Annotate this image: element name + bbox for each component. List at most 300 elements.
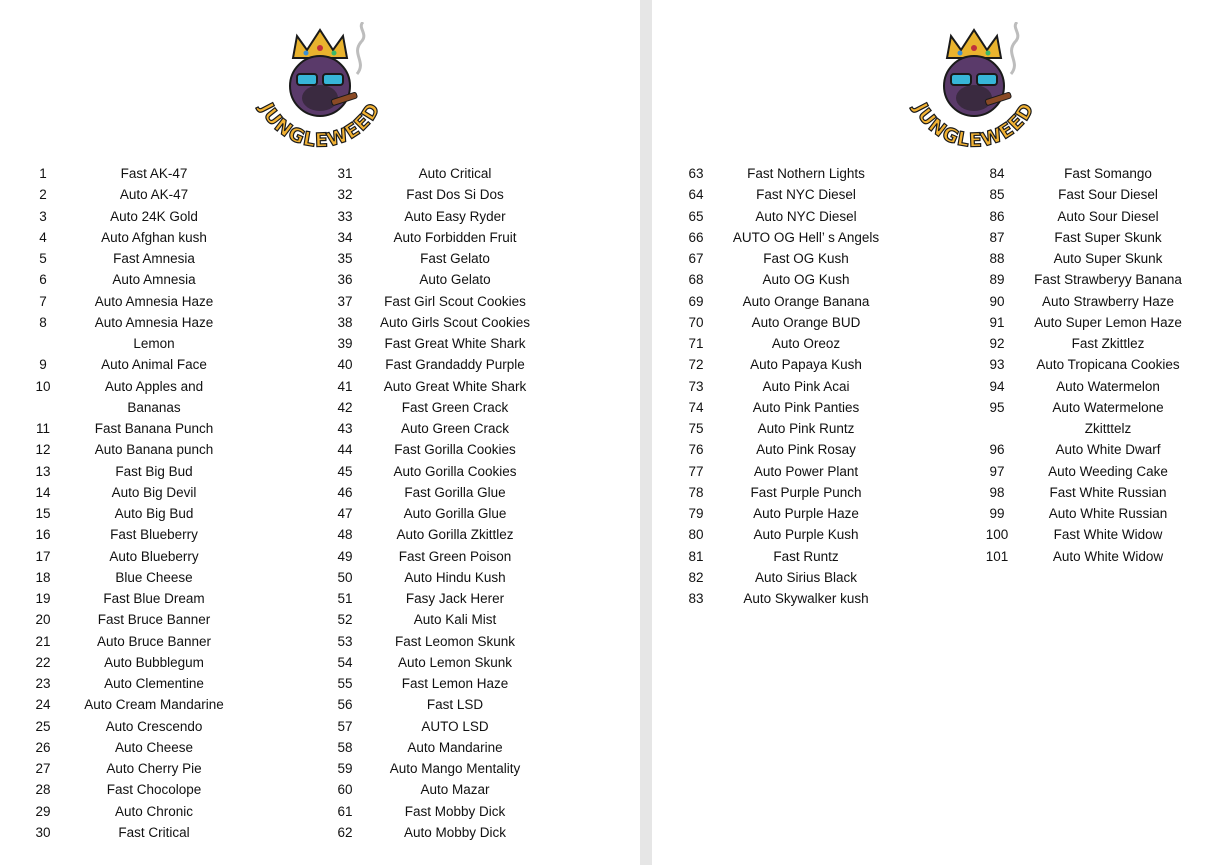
strain-number: 34 bbox=[337, 229, 353, 245]
strain-number: 32 bbox=[337, 187, 353, 203]
strain-number: 101 bbox=[985, 548, 1009, 564]
strain-number: 100 bbox=[985, 527, 1009, 543]
strain-number: 43 bbox=[337, 421, 353, 436]
strain-name: Auto Purple Kush bbox=[753, 527, 859, 543]
strain-number: 37 bbox=[337, 293, 353, 309]
strain-number: 18 bbox=[35, 569, 51, 585]
strain-number: 89 bbox=[989, 272, 1005, 288]
strain-row bbox=[681, 333, 882, 354]
strain-row bbox=[330, 694, 535, 715]
strain-number: 39 bbox=[337, 336, 353, 351]
strain-number: 35 bbox=[337, 251, 353, 266]
strain-row bbox=[28, 206, 228, 227]
strain-name: Fast Mobby Dick bbox=[404, 803, 506, 819]
strain-number: 29 bbox=[35, 803, 51, 819]
strain-number: 45 bbox=[337, 463, 353, 479]
strain-number: 38 bbox=[337, 314, 353, 330]
strain-name: Auto Cream Mandarine bbox=[84, 697, 224, 713]
strain-row bbox=[28, 716, 228, 737]
strain-row bbox=[330, 312, 535, 333]
strain-name: Auto Mazar bbox=[420, 782, 490, 798]
strain-row bbox=[330, 333, 535, 354]
strain-number: 99 bbox=[989, 506, 1005, 521]
jungleweed-logo bbox=[245, 22, 395, 162]
strain-row bbox=[982, 397, 1186, 418]
strain-row bbox=[330, 779, 535, 800]
strain-number: 80 bbox=[688, 527, 704, 543]
strain-number: 30 bbox=[35, 824, 51, 840]
strain-name: Auto OG Kush bbox=[762, 272, 850, 288]
strain-row bbox=[28, 376, 228, 397]
strain-number: 26 bbox=[35, 739, 51, 755]
strain-row bbox=[982, 418, 1186, 439]
strain-name: Auto Bubblegum bbox=[104, 654, 204, 670]
strain-number: 9 bbox=[39, 357, 47, 373]
strain-number: 93 bbox=[989, 357, 1005, 373]
strain-row bbox=[681, 291, 882, 312]
strain-number: 71 bbox=[688, 336, 704, 351]
strain-name: Blue Cheese bbox=[115, 569, 193, 585]
strain-name: AUTO OG Hell’ s Angels bbox=[732, 229, 880, 245]
strain-row bbox=[982, 482, 1186, 503]
strain-row bbox=[330, 269, 535, 290]
strain-row bbox=[330, 503, 535, 524]
strain-name: Auto Apples and bbox=[104, 378, 204, 394]
strain-number: 65 bbox=[688, 208, 704, 224]
strain-row bbox=[28, 312, 228, 333]
strain-row bbox=[982, 524, 1186, 545]
strain-row bbox=[28, 801, 228, 822]
strain-number: 36 bbox=[337, 272, 353, 288]
strain-row bbox=[681, 227, 882, 248]
strain-row bbox=[28, 503, 228, 524]
strain-number: 64 bbox=[688, 187, 704, 203]
strain-row bbox=[28, 227, 228, 248]
strain-name: Auto Banana punch bbox=[94, 442, 214, 458]
strain-number: 27 bbox=[35, 761, 51, 776]
strain-row bbox=[28, 333, 228, 354]
strain-name: Auto Hindu Kush bbox=[404, 569, 506, 585]
strain-name: Auto Weeding Cake bbox=[1048, 463, 1168, 479]
strain-row bbox=[330, 609, 535, 630]
strain-name: Auto Green Crack bbox=[400, 421, 510, 436]
strain-row bbox=[681, 206, 882, 227]
strain-number: 7 bbox=[39, 293, 47, 309]
strain-name: Fast NYC Diesel bbox=[756, 187, 856, 203]
strain-name: Auto Big Bud bbox=[114, 506, 194, 521]
strain-name: Auto Watermelon bbox=[1056, 378, 1160, 394]
strain-row bbox=[681, 546, 882, 567]
strain-number: 58 bbox=[337, 739, 353, 755]
strain-row bbox=[982, 269, 1186, 290]
strain-row bbox=[330, 418, 535, 439]
strain-name: Fast Nothern Lights bbox=[747, 166, 865, 181]
strain-name: Fast Chocolope bbox=[106, 782, 202, 798]
strain-number: 60 bbox=[337, 782, 353, 798]
strain-row bbox=[28, 524, 228, 545]
strain-number: 44 bbox=[337, 442, 353, 458]
strain-row bbox=[681, 354, 882, 375]
strain-name: Auto White Widow bbox=[1052, 548, 1164, 564]
strain-name: Auto White Dwarf bbox=[1055, 442, 1161, 458]
strain-name: Auto Tropicana Cookies bbox=[1036, 357, 1180, 373]
strain-number: 17 bbox=[35, 548, 51, 564]
strain-name: Bananas bbox=[127, 399, 181, 415]
strain-name: Auto Animal Face bbox=[101, 357, 207, 373]
strain-name: Auto Oreoz bbox=[771, 336, 841, 351]
strain-name: Fast Somango bbox=[1064, 166, 1152, 181]
strain-number: 70 bbox=[688, 314, 704, 330]
strain-row bbox=[330, 737, 535, 758]
strain-row bbox=[330, 716, 535, 737]
strain-row bbox=[28, 248, 228, 269]
strain-number: 20 bbox=[35, 612, 51, 628]
strain-number: 96 bbox=[989, 442, 1005, 458]
strain-number: 90 bbox=[989, 293, 1005, 309]
strain-row bbox=[982, 206, 1186, 227]
strain-row bbox=[982, 227, 1186, 248]
jungleweed-logo bbox=[899, 22, 1049, 162]
strain-row bbox=[28, 354, 228, 375]
strain-row bbox=[681, 482, 882, 503]
strain-number: 50 bbox=[337, 569, 353, 585]
strain-row bbox=[681, 376, 882, 397]
strain-name: Fast Gorilla Glue bbox=[404, 484, 506, 500]
strain-number: 51 bbox=[337, 591, 353, 606]
strain-row bbox=[330, 461, 535, 482]
strain-row bbox=[28, 163, 228, 184]
strain-name: Auto Big Devil bbox=[111, 484, 197, 500]
strain-row bbox=[28, 269, 228, 290]
strain-name: Fast Blueberry bbox=[110, 527, 198, 543]
strain-row bbox=[681, 567, 882, 588]
strain-name: Auto NYC Diesel bbox=[755, 208, 857, 224]
strain-name: Auto Pink Panties bbox=[752, 399, 860, 415]
strain-name: Auto Mandarine bbox=[407, 739, 503, 755]
strain-number: 57 bbox=[337, 718, 353, 734]
strain-name: Fast Girl Scout Cookies bbox=[384, 293, 526, 309]
strain-name: Fast Green Crack bbox=[401, 399, 509, 415]
strain-name: Auto Orange BUD bbox=[751, 314, 861, 330]
strain-row bbox=[28, 694, 228, 715]
strain-row bbox=[330, 354, 535, 375]
strain-number: 94 bbox=[989, 378, 1005, 394]
strain-name: Auto Gorilla Glue bbox=[403, 506, 507, 521]
strain-name: Auto Gorilla Cookies bbox=[393, 463, 517, 479]
strain-number: 48 bbox=[337, 527, 353, 543]
strain-row bbox=[330, 673, 535, 694]
strain-row bbox=[28, 609, 228, 630]
strain-name: Fast Purple Punch bbox=[750, 484, 862, 500]
strain-name: Auto Gorilla Zkittlez bbox=[396, 527, 514, 543]
strain-row bbox=[28, 461, 228, 482]
strain-number: 3 bbox=[39, 208, 47, 224]
strain-name: Auto AK-47 bbox=[119, 187, 189, 203]
strain-name: Auto Power Plant bbox=[753, 463, 859, 479]
strain-name: AUTO LSD bbox=[421, 718, 489, 734]
strain-name: Fast Grandaddy Purple bbox=[385, 357, 525, 373]
strain-name: Auto Amnesia bbox=[112, 272, 196, 288]
strain-number: 23 bbox=[35, 676, 51, 691]
strain-number: 84 bbox=[989, 166, 1005, 181]
strain-name: Auto Pink Runtz bbox=[757, 421, 855, 436]
strain-name: Fast White Widow bbox=[1053, 527, 1163, 543]
strain-number: 2 bbox=[39, 187, 47, 203]
strain-name: Auto Cherry Pie bbox=[106, 761, 202, 776]
strain-name: Auto Critical bbox=[418, 166, 492, 181]
strain-row bbox=[681, 248, 882, 269]
strain-row bbox=[28, 779, 228, 800]
strain-name: Auto Blueberry bbox=[109, 548, 199, 564]
strain-name: Fast Lemon Haze bbox=[401, 676, 509, 691]
strain-number: 67 bbox=[688, 251, 704, 266]
svg-text:JUNGLEWEED: JUNGLEWEED bbox=[255, 98, 386, 152]
strain-name: Fast Green Poison bbox=[398, 548, 512, 564]
strain-number: 69 bbox=[688, 293, 704, 309]
strain-number: 61 bbox=[337, 803, 353, 819]
strain-number: 74 bbox=[688, 399, 704, 415]
strain-name: Auto Purple Haze bbox=[753, 506, 859, 521]
strain-row bbox=[28, 184, 228, 205]
strain-row bbox=[330, 801, 535, 822]
strain-number: 41 bbox=[337, 378, 353, 394]
strain-name: Auto 24K Gold bbox=[110, 208, 198, 224]
strain-name: Fast Great White Shark bbox=[384, 336, 526, 351]
strain-name: Fast Runtz bbox=[773, 548, 839, 564]
strain-row bbox=[330, 758, 535, 779]
strain-name: Auto Mango Mentality bbox=[389, 761, 521, 776]
strain-row bbox=[681, 163, 882, 184]
strain-name: Auto Super Lemon Haze bbox=[1034, 314, 1182, 330]
strain-row bbox=[330, 397, 535, 418]
strain-number: 68 bbox=[688, 272, 704, 288]
strain-number: 56 bbox=[337, 697, 353, 713]
strain-row bbox=[330, 227, 535, 248]
strain-row bbox=[681, 588, 882, 609]
strain-row bbox=[330, 376, 535, 397]
strain-name: Auto Pink Acai bbox=[762, 378, 850, 394]
strain-row bbox=[330, 822, 535, 843]
strain-name: Fast Blue Dream bbox=[103, 591, 205, 606]
strain-number: 97 bbox=[989, 463, 1005, 479]
strain-name: Fast Critical bbox=[118, 824, 190, 840]
strain-row bbox=[982, 333, 1186, 354]
strain-name: Fast Gorilla Cookies bbox=[394, 442, 516, 458]
strain-row bbox=[982, 312, 1186, 333]
strain-row bbox=[330, 652, 535, 673]
strain-name: Fast Gelato bbox=[420, 251, 490, 266]
strain-row bbox=[330, 184, 535, 205]
strain-row bbox=[982, 184, 1186, 205]
strain-number: 6 bbox=[39, 272, 47, 288]
strain-name: Auto Sour Diesel bbox=[1057, 208, 1159, 224]
strain-number: 14 bbox=[35, 484, 51, 500]
strain-row bbox=[681, 503, 882, 524]
strain-row bbox=[28, 482, 228, 503]
strain-row bbox=[330, 482, 535, 503]
strain-name: Fast Banana Punch bbox=[94, 421, 214, 436]
strain-number: 49 bbox=[337, 548, 353, 564]
strain-name: Fast AK-47 bbox=[120, 166, 188, 181]
strain-name: Auto Orange Banana bbox=[742, 293, 870, 309]
strain-name: Fast LSD bbox=[426, 697, 484, 713]
strain-name: Fast Bruce Banner bbox=[97, 612, 211, 628]
strain-number: 63 bbox=[688, 166, 704, 181]
strain-name: Auto Sirius Black bbox=[754, 569, 858, 585]
strain-row bbox=[982, 503, 1186, 524]
strain-number: 86 bbox=[989, 208, 1005, 224]
strain-name: Auto Easy Ryder bbox=[404, 208, 506, 224]
strain-row bbox=[28, 631, 228, 652]
strain-number: 91 bbox=[989, 314, 1005, 330]
strain-row bbox=[982, 291, 1186, 312]
strain-row bbox=[330, 567, 535, 588]
strain-row bbox=[330, 631, 535, 652]
strain-row bbox=[982, 376, 1186, 397]
strain-row bbox=[28, 291, 228, 312]
strain-row bbox=[681, 418, 882, 439]
strain-row bbox=[28, 822, 228, 843]
strain-row bbox=[330, 291, 535, 312]
strain-number: 83 bbox=[688, 591, 704, 606]
strain-number: 47 bbox=[337, 506, 353, 521]
strain-number: 42 bbox=[337, 399, 353, 415]
strain-name: Fast Sour Diesel bbox=[1058, 187, 1158, 203]
strain-number: 77 bbox=[688, 463, 704, 479]
strain-row bbox=[330, 524, 535, 545]
strain-number: 81 bbox=[688, 548, 704, 564]
strain-number: 13 bbox=[35, 463, 51, 479]
svg-text:JUNGLEWEED: JUNGLEWEED bbox=[909, 98, 1040, 152]
strain-name: Auto Great White Shark bbox=[383, 378, 527, 394]
strain-number: 24 bbox=[35, 697, 51, 713]
strain-row bbox=[28, 397, 228, 418]
strain-number: 75 bbox=[688, 421, 704, 436]
strain-row bbox=[28, 673, 228, 694]
strain-name: Zkitttelz bbox=[1084, 421, 1132, 436]
strain-number: 85 bbox=[989, 187, 1005, 203]
strain-number: 79 bbox=[688, 506, 704, 521]
strain-name: Auto Forbidden Fruit bbox=[393, 229, 517, 245]
strain-name: Fast White Russian bbox=[1049, 484, 1167, 500]
strain-number: 19 bbox=[35, 591, 51, 606]
strain-number: 33 bbox=[337, 208, 353, 224]
strain-row bbox=[681, 524, 882, 545]
strain-row bbox=[681, 312, 882, 333]
strain-name: Fast Super Skunk bbox=[1054, 229, 1162, 245]
strain-number: 88 bbox=[989, 251, 1005, 266]
strain-row bbox=[28, 758, 228, 779]
strain-number: 15 bbox=[35, 506, 51, 521]
strain-number: 53 bbox=[337, 633, 353, 649]
strain-row bbox=[982, 163, 1186, 184]
strain-number: 21 bbox=[35, 633, 51, 649]
strain-row bbox=[330, 206, 535, 227]
strain-row bbox=[28, 418, 228, 439]
strain-name: Auto Skywalker kush bbox=[743, 591, 869, 606]
strain-number: 16 bbox=[35, 527, 51, 543]
strain-name: Auto Bruce Banner bbox=[96, 633, 212, 649]
strain-number: 87 bbox=[989, 229, 1005, 245]
strain-row bbox=[681, 439, 882, 460]
strain-name: Auto Afghan kush bbox=[101, 229, 207, 245]
strain-name: Fast Zkittlez bbox=[1071, 336, 1145, 351]
strain-name: Auto Super Skunk bbox=[1053, 251, 1163, 266]
strain-row bbox=[330, 546, 535, 567]
strain-number: 78 bbox=[688, 484, 704, 500]
strain-number: 10 bbox=[35, 378, 51, 394]
strain-number: 25 bbox=[35, 718, 51, 734]
strain-row bbox=[28, 439, 228, 460]
strain-name: Fast Amnesia bbox=[113, 251, 195, 266]
strain-name: Auto Girls Scout Cookies bbox=[379, 314, 531, 330]
strain-number: 59 bbox=[337, 761, 353, 776]
strain-row bbox=[982, 354, 1186, 375]
strain-row bbox=[681, 184, 882, 205]
strain-row bbox=[28, 567, 228, 588]
strain-name: Auto Gelato bbox=[419, 272, 491, 288]
strain-name: Fasy Jack Herer bbox=[405, 591, 505, 606]
strain-number: 76 bbox=[688, 442, 704, 458]
document-page-right bbox=[652, 0, 1221, 865]
strain-name: Auto Clementine bbox=[104, 676, 204, 691]
strain-row bbox=[681, 461, 882, 482]
strain-number: 1 bbox=[39, 166, 47, 181]
strain-number: 98 bbox=[989, 484, 1005, 500]
strain-row bbox=[28, 546, 228, 567]
strain-name: Fast Big Bud bbox=[115, 463, 193, 479]
strain-name: Auto Amnesia Haze bbox=[94, 314, 214, 330]
strain-number: 66 bbox=[688, 229, 704, 245]
gorilla-logo-icon bbox=[899, 22, 1049, 162]
strain-name: Auto Amnesia Haze bbox=[94, 293, 214, 309]
strain-number: 28 bbox=[35, 782, 51, 798]
strain-number: 62 bbox=[337, 824, 353, 840]
strain-name: Auto Strawberry Haze bbox=[1041, 293, 1175, 309]
strain-name: Auto Kali Mist bbox=[413, 612, 497, 628]
strain-name: Auto Watermelone bbox=[1052, 399, 1164, 415]
strain-name: Fast Leomon Skunk bbox=[394, 633, 516, 649]
strain-row bbox=[681, 397, 882, 418]
strain-number: 73 bbox=[688, 378, 704, 394]
strain-row bbox=[330, 163, 535, 184]
strain-number: 92 bbox=[989, 336, 1005, 351]
strain-row bbox=[330, 588, 535, 609]
strain-number: 5 bbox=[39, 251, 47, 266]
strain-number: 4 bbox=[39, 229, 47, 245]
gorilla-logo-icon bbox=[245, 22, 395, 162]
strain-number: 46 bbox=[337, 484, 353, 500]
strain-row bbox=[28, 652, 228, 673]
strain-name: Lemon bbox=[133, 336, 175, 351]
strain-name: Auto Crescendo bbox=[105, 718, 203, 734]
strain-row bbox=[330, 439, 535, 460]
strain-name: Fast OG Kush bbox=[763, 251, 849, 266]
strain-name: Auto Papaya Kush bbox=[750, 357, 862, 373]
strain-number: 22 bbox=[35, 654, 51, 670]
strain-name: Auto Cheese bbox=[114, 739, 194, 755]
strain-number: 12 bbox=[35, 442, 51, 458]
strain-number: 11 bbox=[35, 421, 50, 436]
strain-number: 72 bbox=[688, 357, 704, 373]
strain-row bbox=[982, 439, 1186, 460]
strain-number: 52 bbox=[337, 612, 353, 628]
strain-row bbox=[28, 737, 228, 758]
strain-name: Fast Strawberyy Banana bbox=[1034, 272, 1182, 288]
strain-row bbox=[330, 248, 535, 269]
strain-name: Auto Mobby Dick bbox=[403, 824, 507, 840]
strain-name: Auto Lemon Skunk bbox=[397, 654, 513, 670]
